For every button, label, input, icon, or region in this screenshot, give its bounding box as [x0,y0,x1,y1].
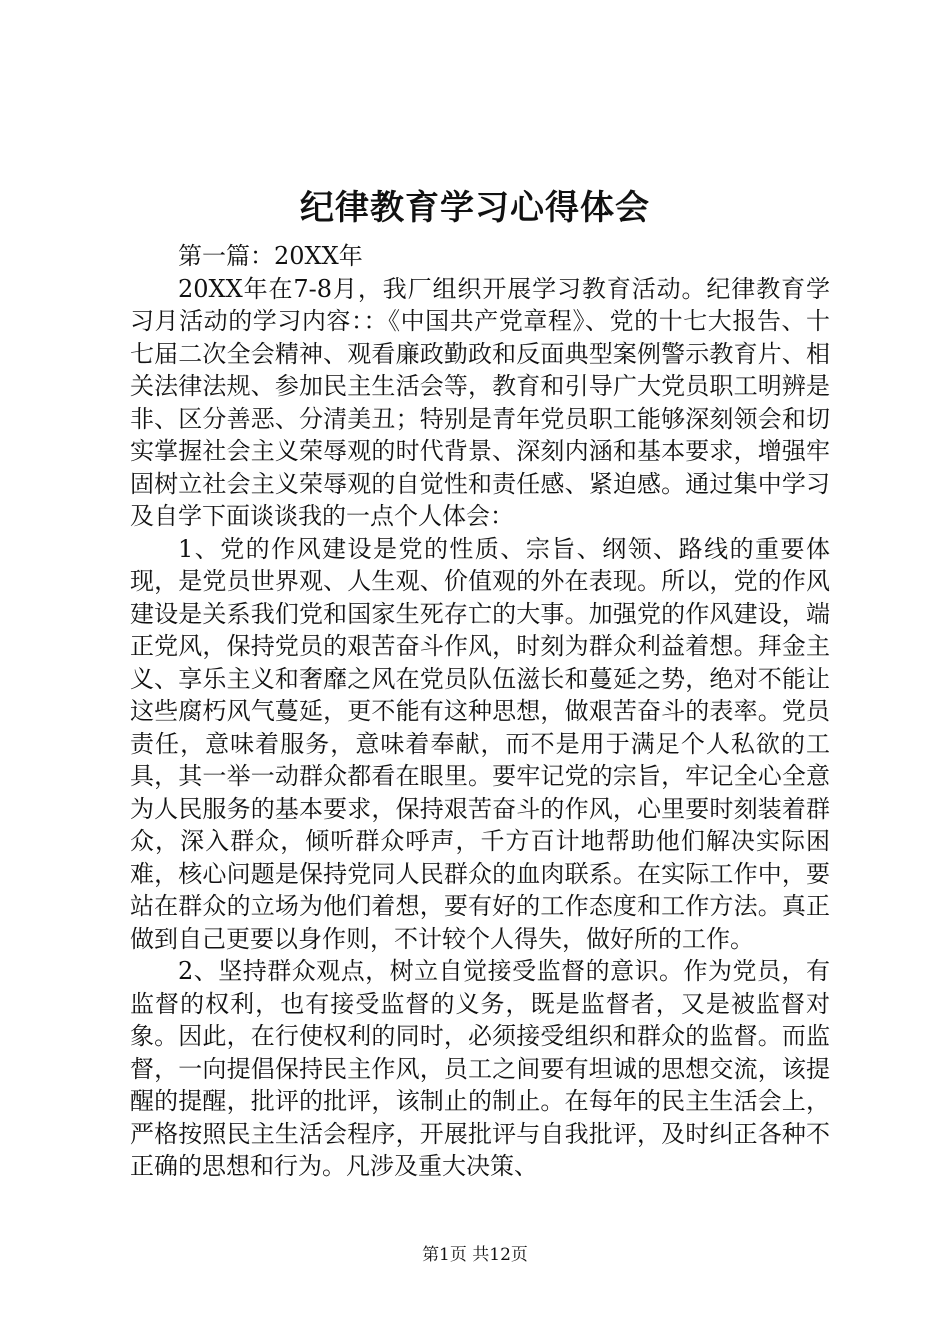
paragraph-point-1: 1、党的作风建设是党的性质、宗旨、纲领、路线的重要体现，是党员世界观、人生观、价值观的外在表现。所以，党的作风建设是关系我们党和国家生死存亡的大事。加强党的作风建设，端正党风，保持党员的艰苦奋斗作风，时刻为群众利益着想。拜金主义、享乐主义和奢靡之风在党员队伍滋长和蔓延之势，绝对不能让这些腐朽风气蔓延，更不能有这种思想，做艰苦奋斗的表率。党员责任，意味着服务，意味着奉献，而不是用于满足个人私欲的工具，其一举一动群众都看在眼里。要牢记党的宗旨，牢记全心全意为人民服务的基本要求，保持艰苦奋斗的作风，心里要时刻装着群众，深入群众，倾听群众呼声，千方百计地帮助他们解决实际困难，核心问题是保持党同人民群众的血肉联系。在实际工作中，要站在群众的立场为他们着想，要有好的工作态度和工作方法。真正做到自己更要以身作则，不计较个人得失，做好所的工作。 [130,534,830,953]
paragraph-intro: 20XX年在7-8月，我厂组织开展学习教育活动。纪律教育学习月活动的学习内容：：《中国共产党章程》、党的十七大报告、十七届二次全会精神、观看廉政勤政和反面典型案例警示教育片、相关法律法规、参加民主生活会等，教育和引导广大党员职工明辨是非、区分善恶、分清美丑；特别是青年党员职工能够深刻领会和切实掌握社会主义荣辱观的时代背景、深刻内涵和基本要求，增强牢固树立社会主义荣辱观的自觉性和责任感、紧迫感。通过集中学习及自学下面谈谈我的一点个人体会： [130,274,830,530]
section-heading: 第一篇：20XX年 [178,242,363,270]
page-footer: 第1页 共12页 [422,1245,528,1265]
document-body [130,240,830,1183]
document-title: 纪律教育学习心得体会 [300,188,650,228]
paragraph-point-2: 2、坚持群众观点，树立自觉接受监督的意识。作为党员，有监督的权利，也有接受监督的义务，既是监督者，又是被监督对象。因此，在行使权利的同时，必须接受组织和群众的监督。而监督，一向提倡保持民主作风，员工之间要有坦诚的思想交流，该提醒的提醒，批评的批评，该制止的制止。在每年的民主生活会上，严格按照民主生活会程序，开展批评与自我批评，及时纠正各种不正确的思想和行为。凡涉及重大决策、 [130,957,830,1180]
